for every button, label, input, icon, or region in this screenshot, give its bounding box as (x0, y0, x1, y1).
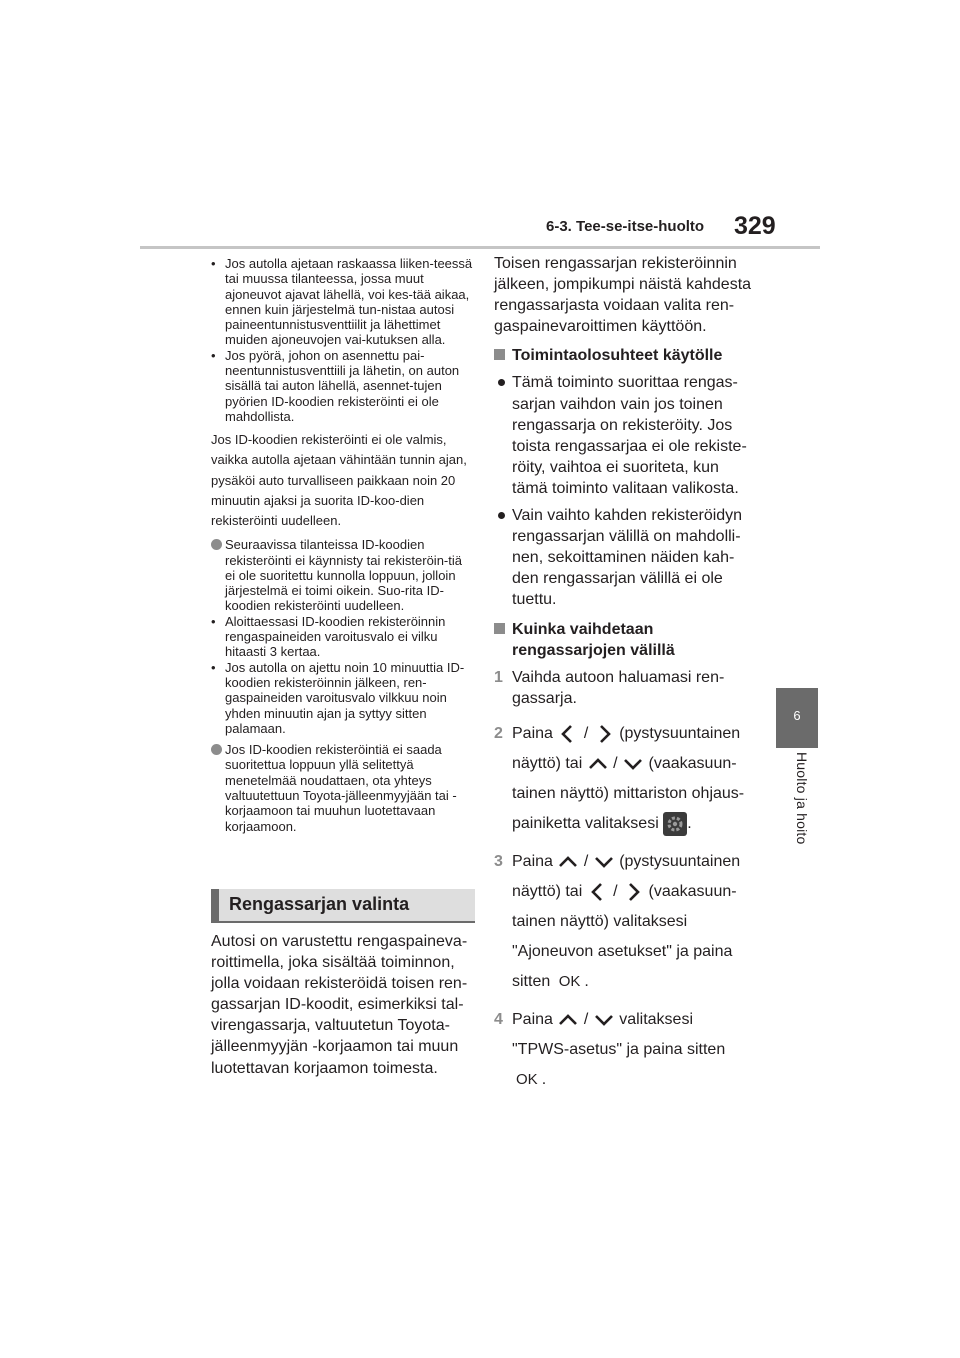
subheading: Toimintaolosuhteet käytölle (494, 345, 754, 366)
ok-button-icon: OK (558, 972, 581, 990)
list-item: Tämä toiminto suorittaa rengas-sarjan vaihdon vain jos toinen rengassarja on rekisteröity. Jos toista rengassarjaa ei ole rekiste-röity, vaihtoa ei suoriteta, kun tämä toiminto valitaan valikosta. (494, 372, 754, 499)
chevron-down-icon (593, 851, 615, 873)
bullet-marker: • (211, 659, 216, 675)
chapter-number: 6 (793, 708, 801, 723)
step-number: 3 (494, 852, 503, 870)
bullet-marker: • (211, 613, 216, 629)
page-number: 329 (734, 212, 776, 240)
bullet-marker: • (211, 256, 216, 271)
subheading: Kuinka vaihdetaan rengassarjojen välillä (494, 619, 754, 661)
step-2: 2 Paina / (pystysuuntainen näyttö) tai / (vaakasuun- tainen näyttö) mittariston ohjaus- painiketta valitaksesi . (494, 719, 754, 839)
chevron-left-icon (557, 723, 579, 745)
chevron-up-icon (557, 851, 579, 873)
list-item: Vain vaihto kahden rekisteröidyn rengassarjan välillä on mahdolli-nen, sekoittaminen näiden kah-den rengassarjan välillä ei ole tuettu. (494, 505, 754, 610)
step-number: 4 (494, 1010, 503, 1028)
header-divider (140, 246, 820, 249)
section-heading: Rengassarjan valinta (211, 889, 475, 923)
list-item: • Aloittaessasi ID-koodien rekisteröinnin rengaspaineiden varoitusvalo ei vilku hitaasti 3 kertaa. (211, 613, 446, 660)
dot-bullet-icon (498, 379, 505, 386)
note-item: Jos ID-koodien rekisteröintiä ei saada suoritettua loppuun yllä selitettyä menetelmää noudattaen, ota yhteys valtuutettuun Toyota-jälleenmyyjään tai -korjaamoon tai muuhun luotettavaan korjaamoon. (211, 742, 473, 834)
bullet-marker: • (211, 347, 216, 363)
ok-button-icon: OK (516, 1070, 538, 1088)
dot-bullet-icon (498, 512, 505, 519)
chapter-tab (776, 688, 818, 748)
square-bullet-icon (494, 623, 505, 634)
chevron-right-icon (622, 881, 644, 903)
step-3: 3 Paina / (pystysuuntainen näyttö) tai / (vaakasuun- tainen näyttö) valitaksesi "Ajoneuvon asetukset" ja paina sitten OK . (494, 847, 754, 997)
intro-paragraph: Toisen rengassarjan rekisteröinnin jälkeen, jompikumpi näistä kahdesta rengassarjasta voidaan valita ren-gaspainevaroittimen käyttöön. (494, 255, 752, 336)
gear-icon (663, 812, 687, 836)
chevron-up-icon (557, 1009, 579, 1031)
chevron-right-icon (593, 723, 615, 745)
chevron-down-icon (622, 753, 644, 775)
step-1: 1 Vaihda autoon haluamasi ren-gassarja. (494, 668, 725, 707)
chevron-left-icon (587, 881, 609, 903)
chevron-down-icon (593, 1009, 615, 1031)
note-item: Seuraavissa tilanteissa ID-koodien rekisteröinti ei käynnisty tai rekisteröin-tiä ei ole suoritettu kunnolla loppuun, jolloin järjestelmä ei toimi oikein. Suo-rita ID-koodien rekisteröinti uudelleen. (211, 537, 473, 613)
right-column (494, 253, 754, 1095)
paragraph: Jos ID-koodien rekisteröinti ei ole valmis, vaikka autolla ajetaan vähintään tunnin ajan, pysäköi auto turvalliseen paikkaan noin 20 minuutin ajaksi ja suorita ID-koo-dien rekisteröinti uudelleen. (211, 432, 467, 529)
step-number: 2 (494, 724, 503, 742)
section-title: 6-3. Tee-se-itse-huolto (546, 218, 705, 235)
list-item: • Jos autolla on ajettu noin 10 minuuttia ID-koodien rekisteröinnin jälkeen, ren-gaspaineiden varoitusvalo vilkkuu noin yhden minuutin ajan ja syttyy sitten palamaan. (211, 659, 465, 736)
left-column (211, 256, 473, 834)
square-bullet-icon (494, 349, 505, 360)
circle-bullet-icon (211, 744, 222, 755)
step-4: 4 Paina / valitaksesi "TPWS-asetus" ja paina sitten OK . (494, 1005, 754, 1095)
section-body: Autosi on varustettu rengaspaineva-roittimella, joka sisältää toiminnon, jolla voidaan rekisteröidä toisen ren-gassarjan ID-koodit, esimerkiksi tal-virengassarja, valtuutetun Toyota-jälleenmyyjän -korjaamon tai muun luotettavan korjaamon toimesta. (211, 933, 468, 1077)
chapter-title: Huolto ja hoito (794, 752, 810, 845)
list-item: • Jos autolla ajetaan raskaassa liiken-teessä tai muussa tilanteessa, jossa muut ajoneuvot ajavat lähellä, voi kes-tää aikaa, ennen kuin järjestelmä tun-nistaa autosi paineentunnistusventtiilit ja lähettimet muiden ajoneuvojen vai-kutuksen alla. (211, 256, 473, 348)
chevron-up-icon (587, 753, 609, 775)
list-item: • Jos pyörä, johon on asennettu pai-neentunnistusventtiili ja lähetin, on auton sisällä tai auton lähellä, asennet-tujen pyörien ID-koodien rekisteröinti ei ole mahdollista. (211, 347, 460, 424)
step-number: 1 (494, 668, 503, 686)
circle-bullet-icon (211, 539, 222, 550)
